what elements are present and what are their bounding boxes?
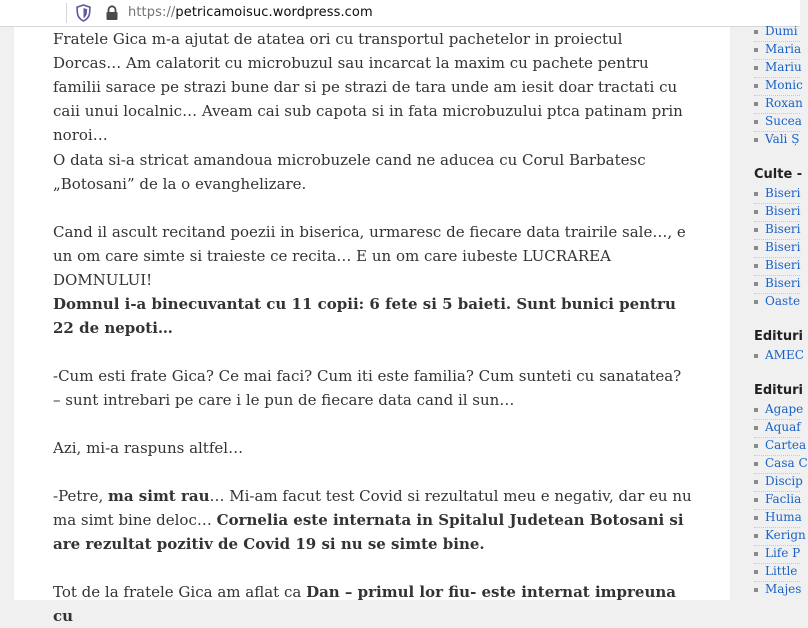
sidebar-link[interactable]: Biseri	[754, 276, 801, 290]
sidebar-link[interactable]: Discip	[754, 474, 803, 488]
sidebar-heading-edituri-2: Edituri	[754, 383, 803, 398]
sidebar-link[interactable]: Vali Ș	[754, 132, 799, 146]
sidebar-heading-edituri: Edituri	[754, 329, 803, 344]
sidebar-link[interactable]: Agape	[754, 402, 803, 416]
article-paragraph-6: Azi, mi-a raspuns altfel…	[53, 439, 244, 457]
sidebar-link[interactable]: Biseri	[754, 258, 801, 272]
sidebar-link[interactable]: Roxan	[754, 96, 803, 110]
sidebar-link[interactable]: Little	[754, 564, 797, 578]
sidebar-link[interactable]: Sucea	[754, 114, 802, 128]
sidebar-link[interactable]: Faclia	[754, 492, 801, 506]
sidebar-link[interactable]: Casa C	[754, 456, 808, 470]
article-paragraph-2: O data si-a stricat amandoua microbuzele cand ne aducea cu Corul Barbatesc „Botosani” de la o evanghelizare.	[53, 151, 646, 193]
sidebar	[750, 24, 808, 600]
address-bar[interactable]	[0, 0, 800, 27]
article-paragraph-8	[53, 580, 693, 628]
tracking-protection-shield-icon[interactable]	[75, 4, 92, 22]
sidebar-link[interactable]: Biseri	[754, 186, 801, 200]
sidebar-link[interactable]: Dumi	[754, 24, 798, 38]
article-paragraph-5: -Cum esti frate Gica? Ce mai faci? Cum iti este familia? Cum sunteti cu sanatatea? – sunt intrebari pe care i le pun de fiecare data cand il sun…	[53, 367, 682, 409]
sidebar-link[interactable]: Biseri	[754, 204, 801, 218]
sidebar-link[interactable]: AMEC	[754, 348, 804, 362]
article-paragraph-4: Domnul i-a binecuvantat cu 11 copii: 6 fete si 5 baieti. Sunt bunici pentru 22 de nepoti…	[53, 295, 676, 337]
url-prefix: https://	[128, 5, 176, 20]
address-bar-separator	[66, 3, 67, 23]
sidebar-link[interactable]: Biseri	[754, 240, 801, 254]
article-paragraph-7	[53, 484, 693, 556]
url-host: petricamoisuc.wordpress.com	[175, 5, 373, 20]
paragraph-8-bold-1: Dan – primul lor fiu- este internat impreuna cu	[53, 583, 676, 625]
url-text[interactable]	[128, 5, 373, 20]
sidebar-link[interactable]: Mariu	[754, 60, 802, 74]
sidebar-link[interactable]: Cartea	[754, 438, 806, 452]
lock-icon[interactable]	[105, 5, 119, 21]
paragraph-7-bold-1: ma simt rau	[107, 487, 210, 505]
article-paragraph-1: Fratele Gica m-a ajutat de atatea ori cu transportul pachetelor in proiectul Dorcas… Am calatorit cu microbuzul sau incarcat la maxim cu pachete pentru familii sarace pe strazi bune dar si pe strazi de tara unde am iesit doar tractati cu caii unui localnic… Aveam cai sub capota si in fata microbuzului ptca patinam prin noroi…	[53, 30, 683, 144]
paragraph-8-text-1: Tot de la fratele Gica am aflat ca	[53, 583, 307, 601]
sidebar-heading-culte: Culte -	[754, 167, 803, 182]
article-paragraph-3: Cand il ascult recitand poezii in biserica, urmaresc de fiecare data trairile sale…, e un om care simte si traieste ce recita… E un om care iubeste LUCRAREA DOMNULUI!	[53, 223, 686, 289]
sidebar-link[interactable]: Huma	[754, 510, 802, 524]
sidebar-link[interactable]: Biseri	[754, 222, 801, 236]
paragraph-7-bold-2: Cornelia este internata in Spitalul Judetean Botosani si are rezultat pozitiv de Covid 19 si nu se simte bine.	[53, 511, 684, 553]
sidebar-link[interactable]: Life P	[754, 546, 800, 560]
sidebar-link[interactable]: Majes	[754, 582, 801, 596]
paragraph-7-text-2: … Mi-am facut test Covid si rezultatul meu e negativ, dar eu nu ma simt bine deloc…	[53, 487, 692, 529]
sidebar-link[interactable]: Maria	[754, 42, 801, 56]
paragraph-7-text-1: -Petre,	[53, 487, 108, 505]
sidebar-link[interactable]: Monic	[754, 78, 803, 92]
sidebar-link[interactable]: Aquaf	[754, 420, 801, 434]
sidebar-link[interactable]: Oaste	[754, 294, 800, 308]
page-content	[14, 27, 730, 625]
sidebar-link[interactable]: Kerign	[754, 528, 806, 542]
